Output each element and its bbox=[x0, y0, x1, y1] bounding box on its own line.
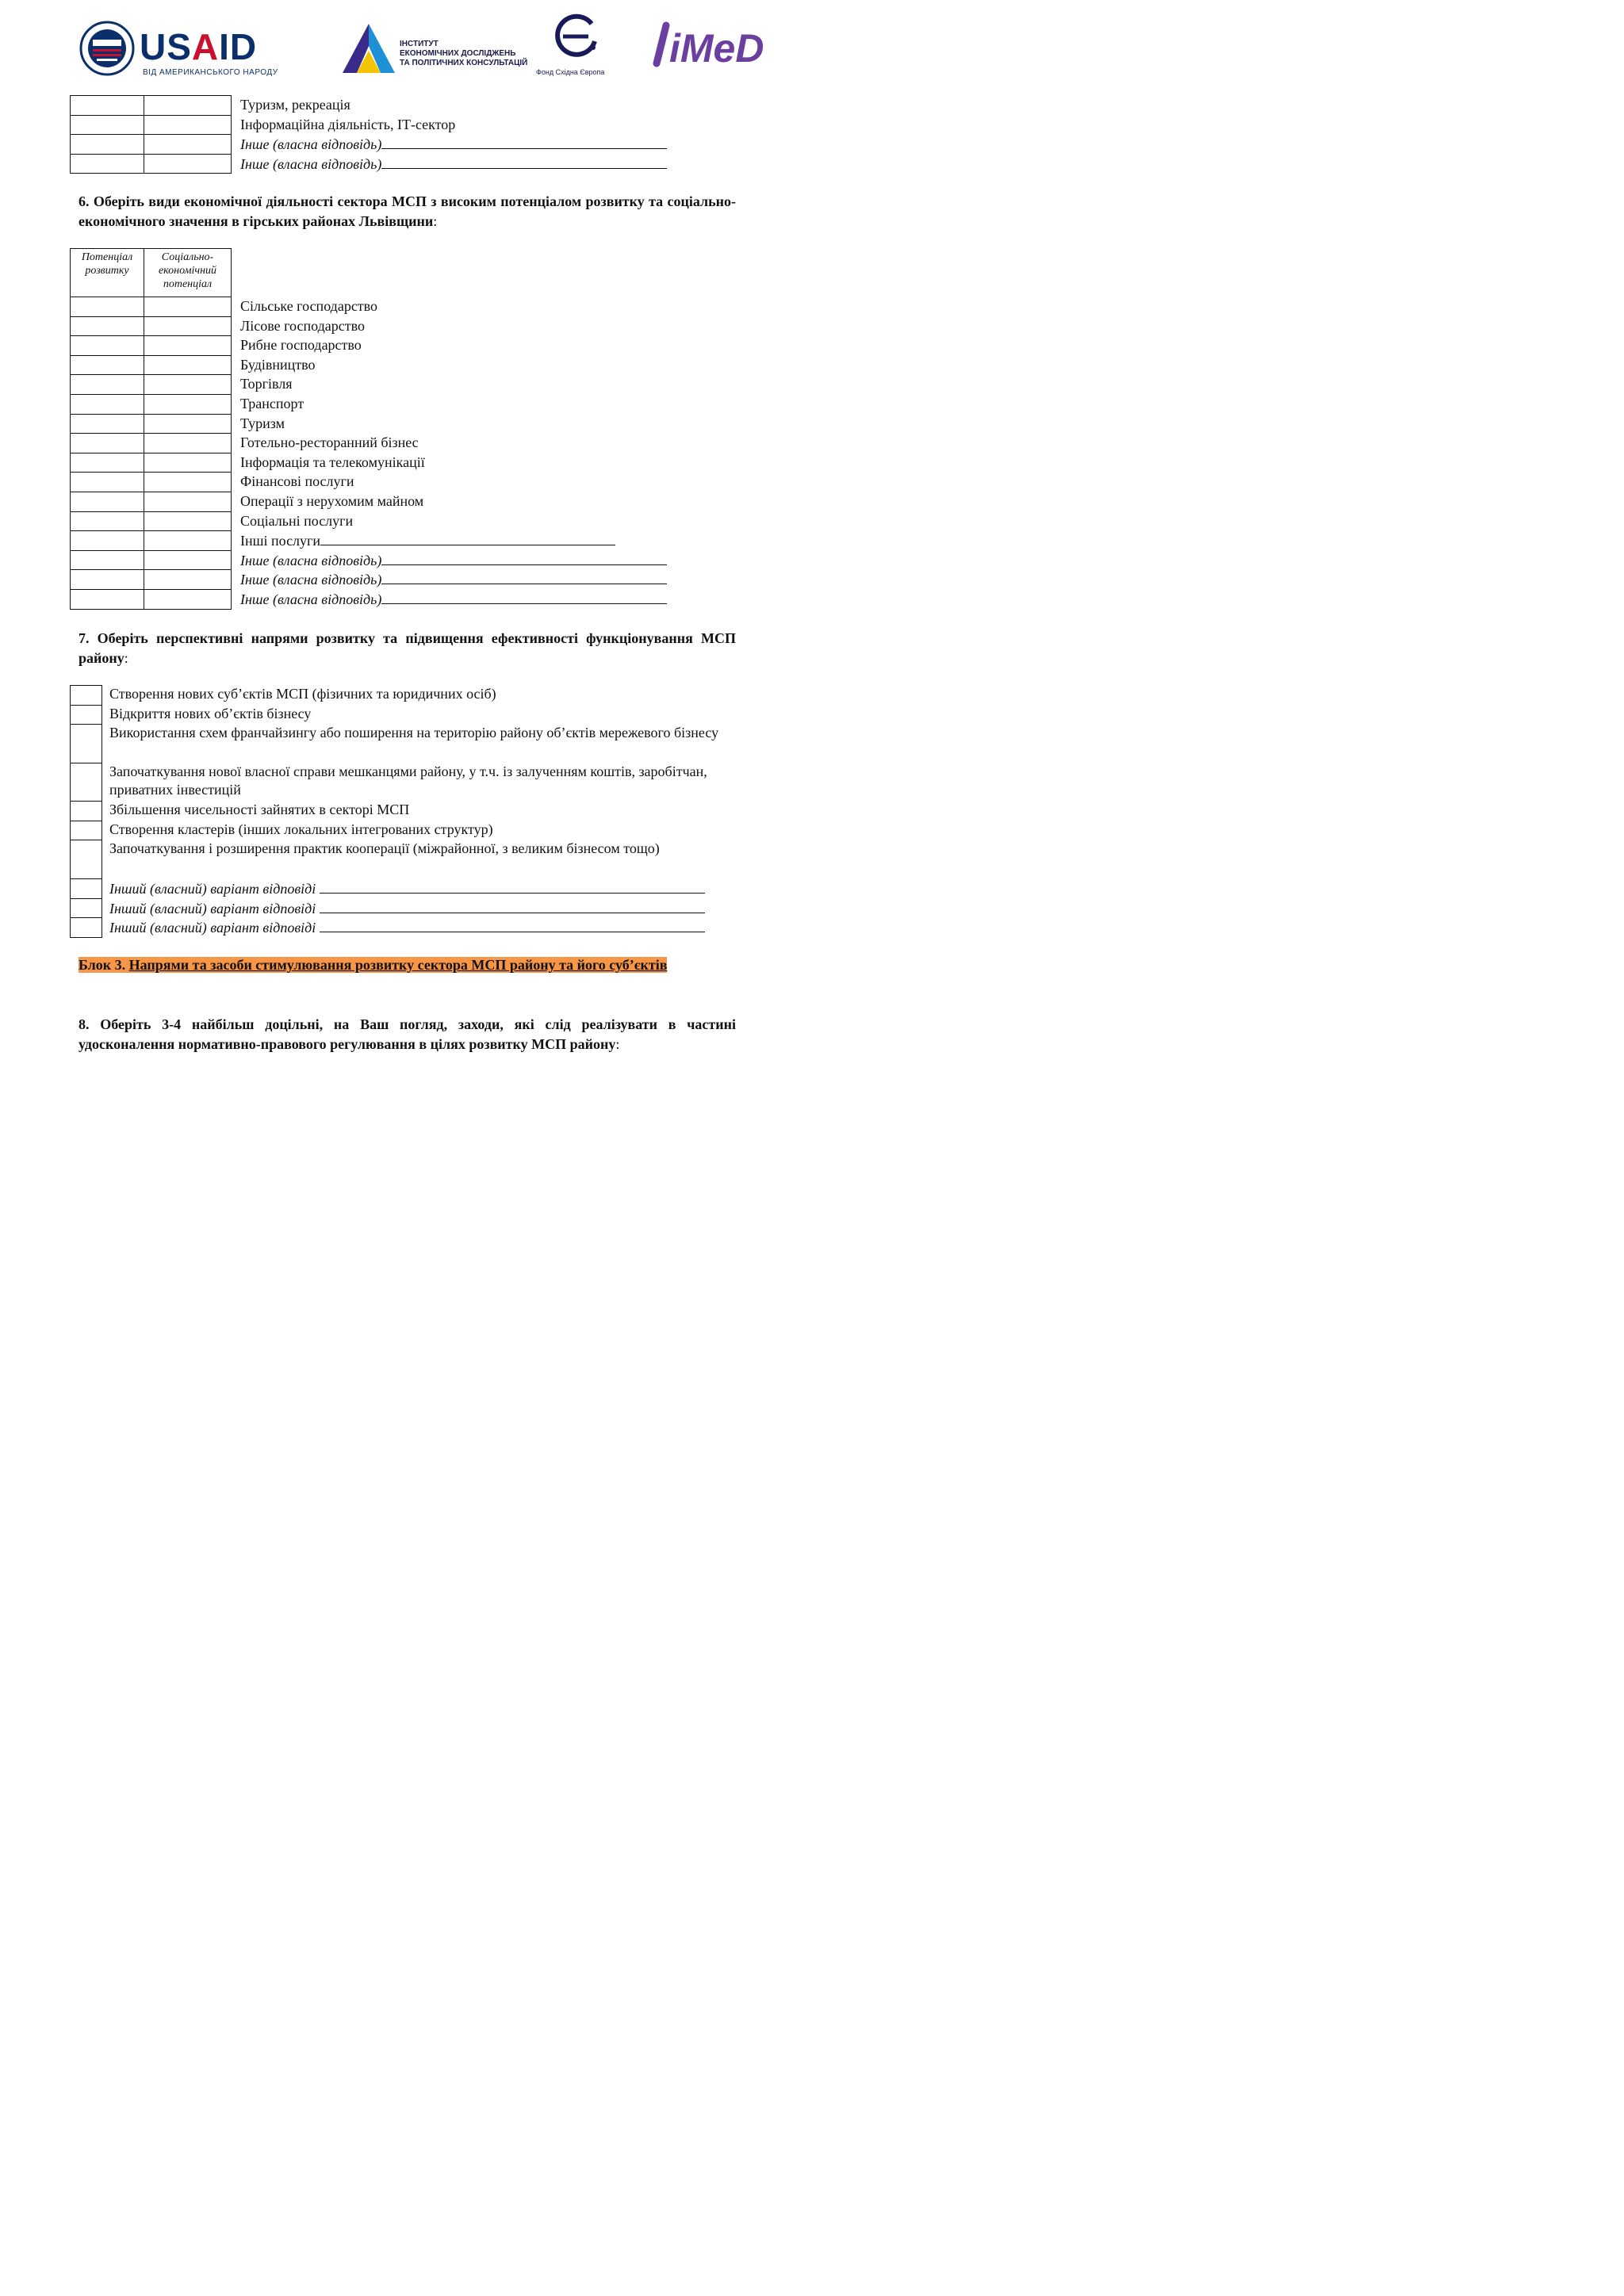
q7-answer-line[interactable] bbox=[320, 917, 705, 932]
block3-prefix: Блок 3. bbox=[79, 957, 126, 973]
usaid-tagline: ВІД АМЕРИКАНСЬКОГО НАРОДУ bbox=[143, 68, 278, 77]
q6-answer-line[interactable] bbox=[381, 569, 667, 584]
q6-row bbox=[71, 336, 232, 356]
q6-item bbox=[240, 297, 667, 316]
q7-title: 7. Оберіть перспективні напрями розвитку та підвищення ефективності функціонування МСП району: bbox=[79, 630, 736, 666]
q7-checkbox[interactable] bbox=[71, 686, 102, 706]
q7-option-label: Створення нових суб’єктів МСП (фізичних та юридичних осіб) bbox=[109, 686, 496, 702]
q6-item-label: Торгівля bbox=[240, 376, 293, 392]
q7-options bbox=[109, 685, 736, 937]
q6-row bbox=[71, 570, 232, 590]
q6-checkbox-potential[interactable] bbox=[71, 434, 144, 453]
fse-name: Фонд Східна Європа bbox=[536, 68, 605, 76]
q7-checkbox[interactable] bbox=[71, 918, 102, 938]
imed-wordmark: iMeD bbox=[669, 26, 764, 71]
section5-tail-table bbox=[70, 95, 232, 174]
imed-logo bbox=[649, 17, 764, 71]
q6-checkbox-potential[interactable] bbox=[71, 589, 144, 609]
q6-checkbox-potential[interactable] bbox=[71, 531, 144, 551]
s5-item bbox=[240, 154, 667, 174]
q6-checkbox-socioeconomic[interactable] bbox=[144, 473, 232, 492]
usaid-logo bbox=[79, 21, 293, 84]
q6-row bbox=[71, 316, 232, 336]
document-page bbox=[0, 0, 812, 1148]
section5-tail-labels bbox=[240, 95, 667, 173]
q6-answer-line[interactable] bbox=[381, 550, 667, 565]
q6-checkbox-potential[interactable] bbox=[71, 473, 144, 492]
s5-checkbox-potential[interactable] bbox=[71, 115, 144, 135]
q6-item bbox=[240, 433, 667, 453]
q6-checkbox-potential[interactable] bbox=[71, 336, 144, 356]
q6-row bbox=[71, 394, 232, 414]
q6-checkbox-potential[interactable] bbox=[71, 550, 144, 570]
q7-option-label: Використання схем франчайзингу або поширення на територію району об’єктів мережевого бізнесу bbox=[109, 725, 719, 740]
q6-table bbox=[70, 297, 232, 610]
usaid-seal-icon bbox=[79, 21, 135, 76]
q6-item-label: Інше (власна відповідь) bbox=[240, 572, 382, 588]
q6-row bbox=[71, 492, 232, 511]
q6-item-label: Рибне господарство bbox=[240, 337, 362, 354]
q6-item-label: Транспорт bbox=[240, 395, 304, 411]
s5-item-label: Інформаційна діяльність, ІТ-сектор bbox=[240, 116, 456, 132]
q7-row bbox=[71, 705, 102, 725]
q7-row bbox=[71, 802, 102, 821]
q6-item bbox=[240, 316, 667, 336]
q6-checkbox-socioeconomic[interactable] bbox=[144, 531, 232, 551]
q6-checkbox-potential[interactable] bbox=[71, 570, 144, 590]
q6-checkbox-potential[interactable] bbox=[71, 492, 144, 511]
q6-row bbox=[71, 434, 232, 453]
q7-row bbox=[71, 918, 102, 938]
q6-row bbox=[71, 550, 232, 570]
q7-option bbox=[109, 917, 736, 937]
q7-answer-line[interactable] bbox=[320, 898, 705, 913]
s5-row bbox=[71, 154, 232, 174]
q6-item bbox=[240, 511, 667, 531]
q6-item-label: Соціальні послуги bbox=[240, 512, 354, 529]
q7-option-label: Започаткування і розширення практик кооперації (міжрайонної, з великим бізнесом тощо) bbox=[109, 840, 660, 857]
q6-item-label: Операції з нерухомим майном bbox=[240, 492, 424, 509]
q6-item-label: Інформація та телекомунікації bbox=[240, 453, 425, 470]
q6-checkbox-potential[interactable] bbox=[71, 511, 144, 531]
fse-emblem-icon bbox=[553, 13, 601, 60]
s5-row bbox=[71, 135, 232, 155]
q6-checkbox-socioeconomic[interactable] bbox=[144, 355, 232, 375]
q6-item bbox=[240, 335, 667, 355]
q6-item bbox=[240, 530, 667, 550]
q6-item-label: Лісове господарство bbox=[240, 317, 365, 334]
q6-item-label: Туризм bbox=[240, 415, 285, 431]
q6-row bbox=[71, 355, 232, 375]
s5-row bbox=[71, 115, 232, 135]
s5-item-label: Інше (власна відповідь) bbox=[240, 136, 382, 153]
q6-item-label: Інші послуги bbox=[240, 533, 321, 549]
q6-checkbox-socioeconomic[interactable] bbox=[144, 336, 232, 356]
s5-item-label: Інше (власна відповідь) bbox=[240, 155, 382, 172]
q6-checkbox-socioeconomic[interactable] bbox=[144, 297, 232, 317]
q6-answer-line[interactable] bbox=[320, 530, 615, 545]
ier-triangle-icon bbox=[341, 22, 396, 75]
q6-item-label: Інше (власна відповідь) bbox=[240, 591, 382, 607]
s5-answer-line[interactable] bbox=[381, 134, 667, 149]
q6-checkbox-potential[interactable] bbox=[71, 453, 144, 473]
q7-option bbox=[109, 821, 736, 840]
q6-item bbox=[240, 374, 667, 394]
q8-title: 8. Оберіть 3-4 найбільш доцільні, на Ваш погляд, заходи, які слід реалізувати в частині удосконалення нормативно-правового регулювання в цілях розвитку МСП району: bbox=[79, 1016, 736, 1052]
q6-row bbox=[71, 473, 232, 492]
q7-option bbox=[109, 801, 736, 821]
s5-checkbox-socioeconomic[interactable] bbox=[144, 154, 232, 174]
q7-checkbox[interactable] bbox=[71, 802, 102, 821]
s5-checkbox-socioeconomic[interactable] bbox=[144, 96, 232, 116]
q7-option-label: Інший (власний) варіант відповіді bbox=[109, 900, 316, 916]
q7-option-label: Збільшення чисельності зайнятих в секторі МСП bbox=[109, 802, 410, 818]
q6-col-potential-header: Потенціал розвитку bbox=[71, 249, 144, 297]
q7-row bbox=[71, 725, 102, 763]
q7-answer-line[interactable] bbox=[320, 878, 705, 894]
q6-title: 6. Оберіть види економічної діяльності сектора МСП з високим потенціалом розвитку та соціально-економічного значення в гірських районах Львівщини: bbox=[79, 193, 736, 229]
q6-checkbox-socioeconomic[interactable] bbox=[144, 511, 232, 531]
q6-item-label: Сільське господарство bbox=[240, 298, 378, 314]
q7-checkbox[interactable] bbox=[71, 898, 102, 918]
q7-option-label: Інший (власний) варіант відповіді bbox=[109, 881, 316, 897]
q6-checkbox-socioeconomic[interactable] bbox=[144, 492, 232, 511]
ier-name: ІНСТИТУТ ЕКОНОМІЧНИХ ДОСЛІДЖЕНЬ ТА ПОЛІТИЧНИХ КОНСУЛЬТАЦІЙ bbox=[400, 40, 528, 67]
q6-row bbox=[71, 589, 232, 609]
q7-option bbox=[109, 898, 736, 918]
s5-checkbox-potential[interactable] bbox=[71, 154, 144, 174]
q6-col-socioeconomic-header: Соціально-економічний потенціал bbox=[144, 249, 232, 297]
q6-checkbox-potential[interactable] bbox=[71, 394, 144, 414]
s5-checkbox-socioeconomic[interactable] bbox=[144, 135, 232, 155]
q7-option bbox=[109, 705, 736, 725]
s5-item-label: Туризм, рекреація bbox=[240, 97, 350, 113]
q7-option bbox=[109, 878, 736, 898]
q7-row bbox=[71, 763, 102, 802]
q7-option-label: Інший (власний) варіант відповіді bbox=[109, 920, 316, 936]
ier-logo bbox=[341, 22, 547, 78]
q7-row bbox=[71, 879, 102, 899]
block3-title: Напрями та засоби стимулювання розвитку сектора МСП району та його суб’єктів bbox=[128, 957, 668, 973]
usaid-wordmark: USAID bbox=[140, 26, 258, 67]
q7-row bbox=[71, 840, 102, 879]
q6-checkbox-socioeconomic[interactable] bbox=[144, 589, 232, 609]
s5-row bbox=[71, 96, 232, 116]
q6-checkbox-socioeconomic[interactable] bbox=[144, 434, 232, 453]
q6-checkbox-potential[interactable] bbox=[71, 355, 144, 375]
q7-option-label: Започаткування нової власної справи мешканцями району, у т.ч. із залученням коштів, заробітчан, приватних інвестицій bbox=[109, 763, 707, 798]
q7-option bbox=[109, 840, 736, 878]
q6-item bbox=[240, 569, 667, 589]
q6-checkbox-socioeconomic[interactable] bbox=[144, 316, 232, 336]
s5-item bbox=[240, 95, 667, 115]
q6-item-label: Будівництво bbox=[240, 356, 316, 373]
q6-checkbox-socioeconomic[interactable] bbox=[144, 570, 232, 590]
logo-header bbox=[0, 0, 812, 87]
q6-checkbox-potential[interactable] bbox=[71, 316, 144, 336]
fse-logo bbox=[530, 13, 625, 84]
q6-answer-line[interactable] bbox=[381, 589, 667, 604]
q6-checkbox-socioeconomic[interactable] bbox=[144, 375, 232, 395]
q7-checkbox[interactable] bbox=[71, 705, 102, 725]
s5-checkbox-potential[interactable] bbox=[71, 135, 144, 155]
q6-item bbox=[240, 453, 667, 473]
q6-table-header bbox=[70, 248, 232, 297]
q7-option-label: Відкриття нових об’єктів бізнесу bbox=[109, 705, 312, 721]
q6-item-label: Інше (власна відповідь) bbox=[240, 552, 382, 568]
q6-checkbox-socioeconomic[interactable] bbox=[144, 394, 232, 414]
q6-item bbox=[240, 492, 667, 511]
q7-option bbox=[109, 763, 736, 802]
q6-item bbox=[240, 472, 667, 492]
q6-checkbox-potential[interactable] bbox=[71, 414, 144, 434]
q6-item bbox=[240, 394, 667, 414]
q6-row bbox=[71, 453, 232, 473]
q6-item-label: Фінансові послуги bbox=[240, 473, 354, 490]
q7-row bbox=[71, 686, 102, 706]
q6-checkbox-socioeconomic[interactable] bbox=[144, 550, 232, 570]
s5-item bbox=[240, 115, 667, 135]
q7-checkbox[interactable] bbox=[71, 821, 102, 840]
s5-checkbox-socioeconomic[interactable] bbox=[144, 115, 232, 135]
q6-checkbox-potential[interactable] bbox=[71, 297, 144, 317]
q6-item bbox=[240, 550, 667, 570]
q7-option bbox=[109, 724, 736, 763]
q6-item-label: Готельно-ресторанний бізнес bbox=[240, 434, 419, 451]
q7-checkbox[interactable] bbox=[71, 840, 102, 879]
q6-item bbox=[240, 589, 667, 609]
s5-item bbox=[240, 134, 667, 154]
q7-checkbox[interactable] bbox=[71, 725, 102, 763]
q6-item bbox=[240, 355, 667, 375]
s5-answer-line[interactable] bbox=[381, 154, 667, 169]
q7-checkbox-column bbox=[70, 685, 102, 938]
q7-row bbox=[71, 821, 102, 840]
q7-checkbox[interactable] bbox=[71, 763, 102, 802]
q7-row bbox=[71, 898, 102, 918]
q7-checkbox[interactable] bbox=[71, 879, 102, 899]
q6-row bbox=[71, 511, 232, 531]
q6-checkbox-socioeconomic[interactable] bbox=[144, 414, 232, 434]
q6-row bbox=[71, 414, 232, 434]
block3-heading bbox=[79, 956, 736, 974]
q6-row bbox=[71, 375, 232, 395]
q6-labels bbox=[240, 297, 667, 609]
s5-checkbox-potential[interactable] bbox=[71, 96, 144, 116]
q6-row bbox=[71, 297, 232, 317]
q7-option-label: Створення кластерів (інших локальних інтегрованих структур) bbox=[109, 821, 493, 837]
q6-row bbox=[71, 531, 232, 551]
q6-checkbox-potential[interactable] bbox=[71, 375, 144, 395]
q6-checkbox-socioeconomic[interactable] bbox=[144, 453, 232, 473]
q7-option bbox=[109, 685, 736, 705]
q6-item bbox=[240, 414, 667, 434]
